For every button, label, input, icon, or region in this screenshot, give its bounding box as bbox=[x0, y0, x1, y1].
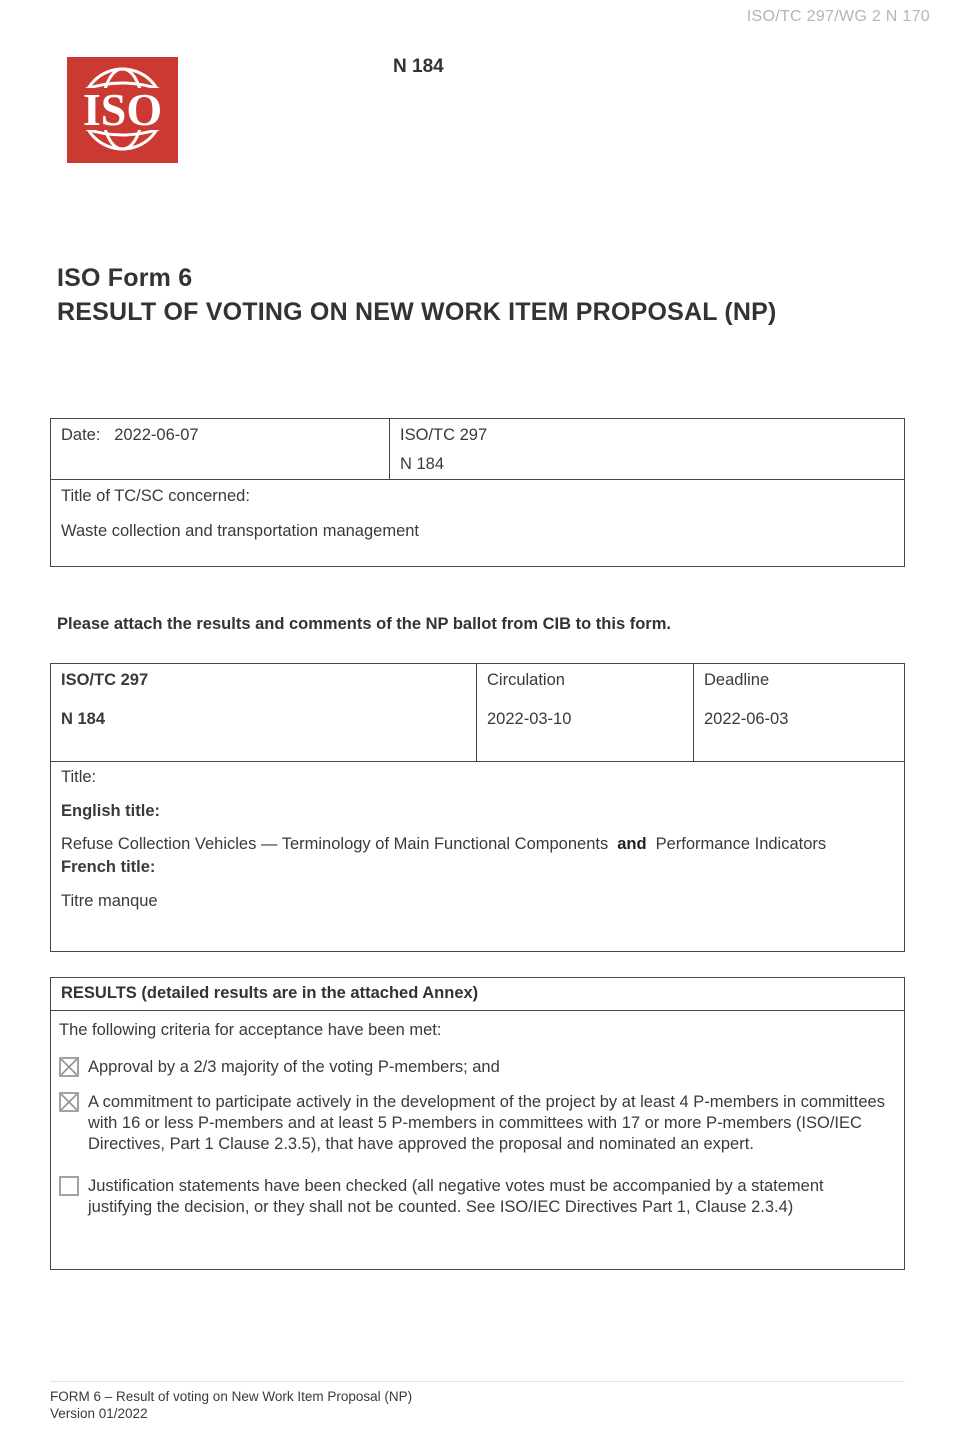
results-header: RESULTS (detailed results are in the attached Annex) bbox=[51, 978, 904, 1011]
deadline-label: Deadline bbox=[704, 671, 770, 689]
footer-divider bbox=[50, 1381, 905, 1382]
criterion-row bbox=[59, 1092, 894, 1155]
criterion-row bbox=[59, 1057, 894, 1078]
results-intro: The following criteria for acceptance have been met: bbox=[59, 1021, 442, 1039]
criterion-row bbox=[59, 1176, 894, 1218]
info-table bbox=[50, 418, 905, 567]
footer bbox=[50, 1388, 412, 1422]
committee-name: ISO/TC 297 bbox=[400, 426, 488, 444]
title-label: Title: bbox=[61, 768, 97, 786]
footer-line1: FORM 6 – Result of voting on New Work Item Proposal (NP) bbox=[50, 1389, 413, 1404]
justification-checkbox[interactable] bbox=[59, 1176, 79, 1196]
form-title bbox=[57, 261, 917, 329]
ballot-doc-number: N 184 bbox=[61, 710, 106, 728]
results-table bbox=[50, 977, 905, 1270]
results-body bbox=[51, 1011, 904, 1269]
form-title-line1: ISO Form 6 bbox=[57, 264, 193, 292]
ballot-committee-name: ISO/TC 297 bbox=[61, 671, 149, 689]
commitment-checkbox[interactable] bbox=[59, 1092, 79, 1112]
criterion-text: Approval by a 2/3 majority of the voting P-members; and bbox=[88, 1058, 500, 1076]
iso-logo-icon bbox=[67, 57, 178, 163]
tc-title-value: Waste collection and transportation management bbox=[61, 522, 420, 540]
form-title-line2: RESULT OF VOTING ON NEW WORK ITEM PROPOSAL (NP) bbox=[57, 298, 777, 326]
french-title-label: French title: bbox=[61, 858, 156, 876]
tc-title-cell bbox=[51, 480, 904, 566]
approval-checkbox[interactable] bbox=[59, 1057, 79, 1077]
ballot-committee-cell bbox=[51, 664, 476, 761]
english-title-label: English title: bbox=[61, 802, 160, 820]
ballot-table bbox=[50, 663, 905, 952]
english-title-value: Refuse Collection Vehicles — Terminology of Main Functional Components and Performance Indicators bbox=[61, 835, 827, 853]
criterion-text: A commitment to participate actively in the development of the project by at least 4 P-members in committees with 16 or less P-members and at least 5 P-members in committees with 17 or more P-members (ISO/IEC Directives, Part 1 Clause 2.3.5), that have approved the proposal and nominated an expert. bbox=[88, 1093, 885, 1153]
date-label: Date: bbox=[61, 426, 101, 444]
french-title-value: Titre manque bbox=[61, 892, 158, 910]
circulation-date: 2022-03-10 bbox=[487, 710, 572, 728]
circulation-cell bbox=[476, 664, 693, 761]
deadline-cell bbox=[693, 664, 904, 761]
document-reference: ISO/TC 297/WG 2 N 170 bbox=[746, 8, 930, 25]
date-value: 2022-06-07 bbox=[114, 426, 199, 444]
committee-cell bbox=[389, 419, 904, 479]
titles-cell bbox=[51, 762, 904, 951]
english-title-and: and bbox=[617, 835, 647, 853]
document-number: N 184 bbox=[393, 56, 444, 77]
circulation-label: Circulation bbox=[487, 671, 565, 689]
attach-note: Please attach the results and comments of the NP ballot from CIB to this form. bbox=[57, 615, 671, 633]
tc-title-label: Title of TC/SC concerned: bbox=[61, 487, 250, 505]
svg-text:ISO: ISO bbox=[82, 84, 163, 135]
committee-doc-number: N 184 bbox=[400, 455, 445, 473]
criterion-text: Justification statements have been checked (all negative votes must be accompanied by a statement justifying the decision, or they shall not be counted. See ISO/IEC Directives Part 1, Clause 2.3.4) bbox=[88, 1177, 824, 1216]
date-cell bbox=[51, 419, 389, 479]
deadline-date: 2022-06-03 bbox=[704, 710, 789, 728]
footer-line2: Version 01/2022 bbox=[50, 1406, 148, 1421]
